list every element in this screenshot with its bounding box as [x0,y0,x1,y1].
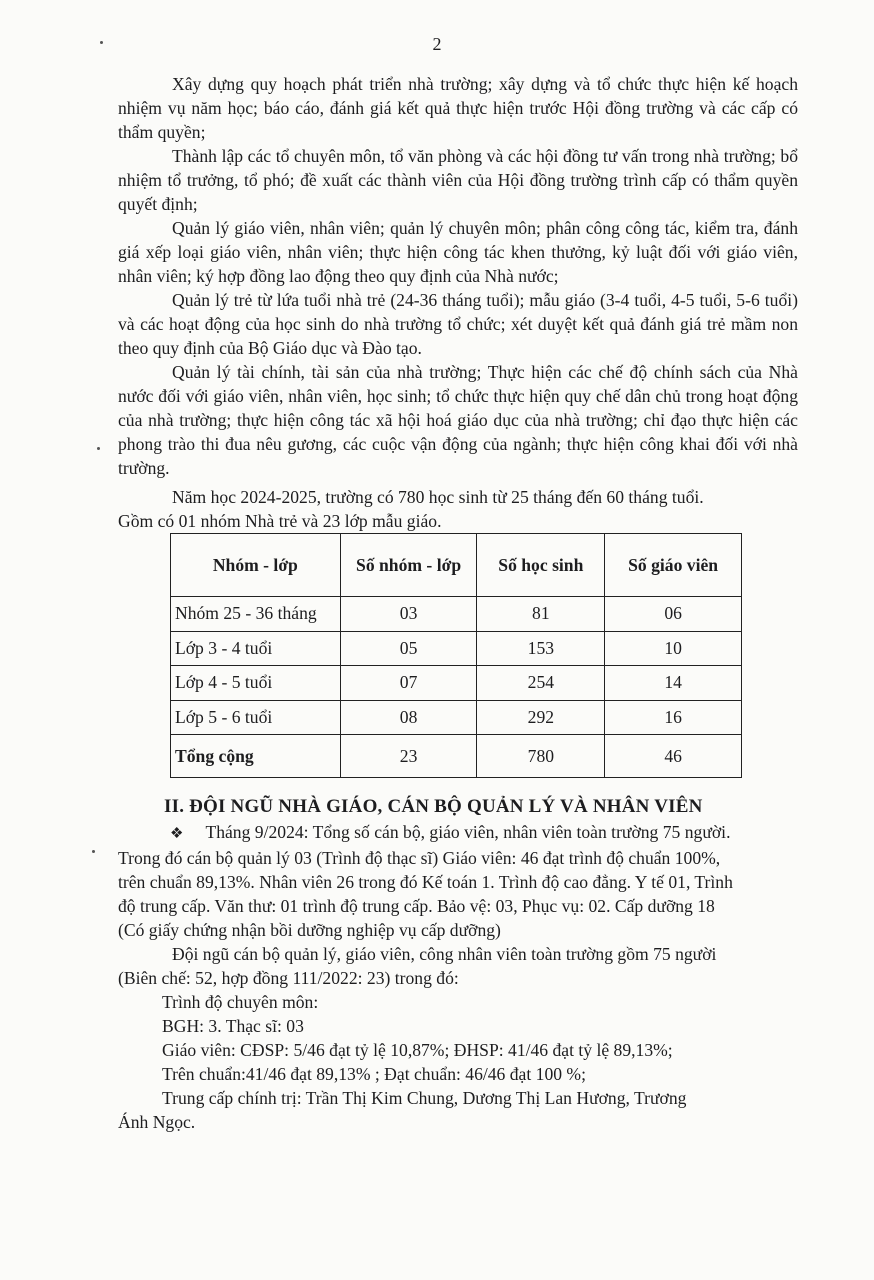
duty-paragraph: Quản lý trẻ từ lứa tuổi nhà trẻ (24-36 tháng tuổi); mẫu giáo (3-4 tuổi, 4-5 tuổi, 5-6 tuổi) và các hoạt động của học sinh do nhà trường tổ chức; xét duyệt kết quả đánh giá trẻ mầm non theo quy định của Bộ Giáo dục và Đào tạo. [118,290,798,358]
duty-paragraph: Quản lý tài chính, tài sản của nhà trường; Thực hiện các chế độ chính sách của Nhà nước đối với giáo viên, nhân viên, học sinh; tổ chức thực hiện quy chế dân chủ trong hoạt động của nhà trường; thực hiện công tác xã hội hoá giáo dục của nhà trường; chỉ đạo thực hiện các phong trào thi đua nêu gương, các cuộc vận động của ngành; thực hiện công khai đối với nhà trường. [118,362,798,478]
staff-line: độ trung cấp. Văn thư: 01 trình độ trung cấp. Bảo vệ: 03, Phục vụ: 02. Cấp dưỡng 18 [118,896,715,916]
page-number: 2 [432,34,442,54]
staff-block [118,820,798,1134]
table-cell: 05 [340,631,477,666]
table-header: Nhóm - lớp [171,534,341,597]
table-row [171,700,742,735]
staff-line: Trên chuẩn:41/46 đạt 89,13% ; Đạt chuẩn: 46/46 đạt 100 %; [162,1064,586,1084]
table-cell: 46 [605,735,742,778]
table-row [171,597,742,632]
duty-paragraph: Xây dựng quy hoạch phát triển nhà trường; xây dựng và tổ chức thực hiện kế hoạch nhiệm vụ năm học; báo cáo, đánh giá kết quả thực hiện trước Hội đồng trường và các cấp có thẩm quyền; [118,74,798,142]
enrollment-line: Năm học 2024-2025, trường có 780 học sinh từ 25 tháng đến 60 tháng tuổi. [172,487,704,507]
scan-speck [97,447,100,450]
table-cell: 780 [477,735,605,778]
scan-speck [92,850,95,853]
staff-line: Trình độ chuyên môn: [162,992,319,1012]
table-header: Số nhóm - lớp [340,534,477,597]
table-header: Số giáo viên [605,534,742,597]
table-cell: Lớp 4 - 5 tuổi [171,666,341,701]
table-cell: 16 [605,700,742,735]
table-cell: 10 [605,631,742,666]
staff-line: (Biên chế: 52, hợp đồng 111/2022: 23) trong đó: [118,968,459,988]
table-cell: 23 [340,735,477,778]
table-total-row [171,735,742,778]
section-heading: II. ĐỘI NGŨ NHÀ GIÁO, CÁN BỘ QUẢN LÝ VÀ NHÂN VIÊN [164,796,703,817]
table-total-label: Tổng cộng [171,735,341,778]
staff-line: Ánh Ngọc. [118,1112,196,1132]
staff-line: Trong đó cán bộ quản lý 03 (Trình độ thạc sĩ) Giáo viên: 46 đạt trình độ chuẩn 100%, [118,848,721,868]
table-cell: 06 [605,597,742,632]
duty-paragraph: Thành lập các tổ chuyên môn, tổ văn phòng và các hội đồng tư vấn trong nhà trường; bổ nhiệm tổ trưởng, tổ phó; đề xuất các thành viên của Hội đồng trường trình cấp có thẩm quyền quyết định; [118,146,798,214]
staff-line-first [118,820,798,846]
table-cell: 14 [605,666,742,701]
scan-speck [100,41,103,44]
table-header: Số học sinh [477,534,605,597]
table-header-row [171,534,742,597]
table-cell: 08 [340,700,477,735]
enrollment-table [170,533,742,778]
table-cell: 03 [340,597,477,632]
table-cell: Nhóm 25 - 36 tháng [171,597,341,632]
table-cell: 292 [477,700,605,735]
staff-line: BGH: 3. Thạc sĩ: 03 [162,1016,304,1036]
staff-line: Trung cấp chính trị: Trần Thị Kim Chung, Dương Thị Lan Hương, Trương [162,1088,687,1108]
table-row [171,631,742,666]
staff-line-text: Tháng 9/2024: Tổng số cán bộ, giáo viên, nhân viên toàn trường 75 người. [205,822,731,842]
staff-line: trên chuẩn 89,13%. Nhân viên 26 trong đó Kế toán 1. Trình độ cao đẳng. Y tế 01, Trình [118,872,733,892]
enrollment-line: Gồm có 01 nhóm Nhà trẻ và 23 lớp mẫu giáo. [118,511,442,531]
duties-block [118,72,798,480]
table-cell: 153 [477,631,605,666]
duty-paragraph: Quản lý giáo viên, nhân viên; quản lý chuyên môn; phân công công tác, kiểm tra, đánh giá xếp loại giáo viên, nhân viên; thực hiện công tác khen thưởng, kỷ luật đối với giáo viên, nhân viên; ký hợp đồng lao động theo quy định của Nhà nước; [118,218,798,286]
table-cell: 254 [477,666,605,701]
table-cell: 07 [340,666,477,701]
table-row [171,666,742,701]
enrollment-intro [118,485,798,533]
table-cell: 81 [477,597,605,632]
staff-line: (Có giấy chứng nhận bồi dưỡng nghiệp vụ cấp dưỡng) [118,920,501,940]
table-cell: Lớp 3 - 4 tuổi [171,631,341,666]
table-cell: Lớp 5 - 6 tuổi [171,700,341,735]
staff-line: Giáo viên: CĐSP: 5/46 đạt tỷ lệ 10,87%; ĐHSP: 41/46 đạt tỷ lệ 89,13%; [162,1040,673,1060]
diamond-bullet-icon: ❖ [170,826,184,842]
staff-line: Đội ngũ cán bộ quản lý, giáo viên, công nhân viên toàn trường gồm 75 người [172,944,717,964]
